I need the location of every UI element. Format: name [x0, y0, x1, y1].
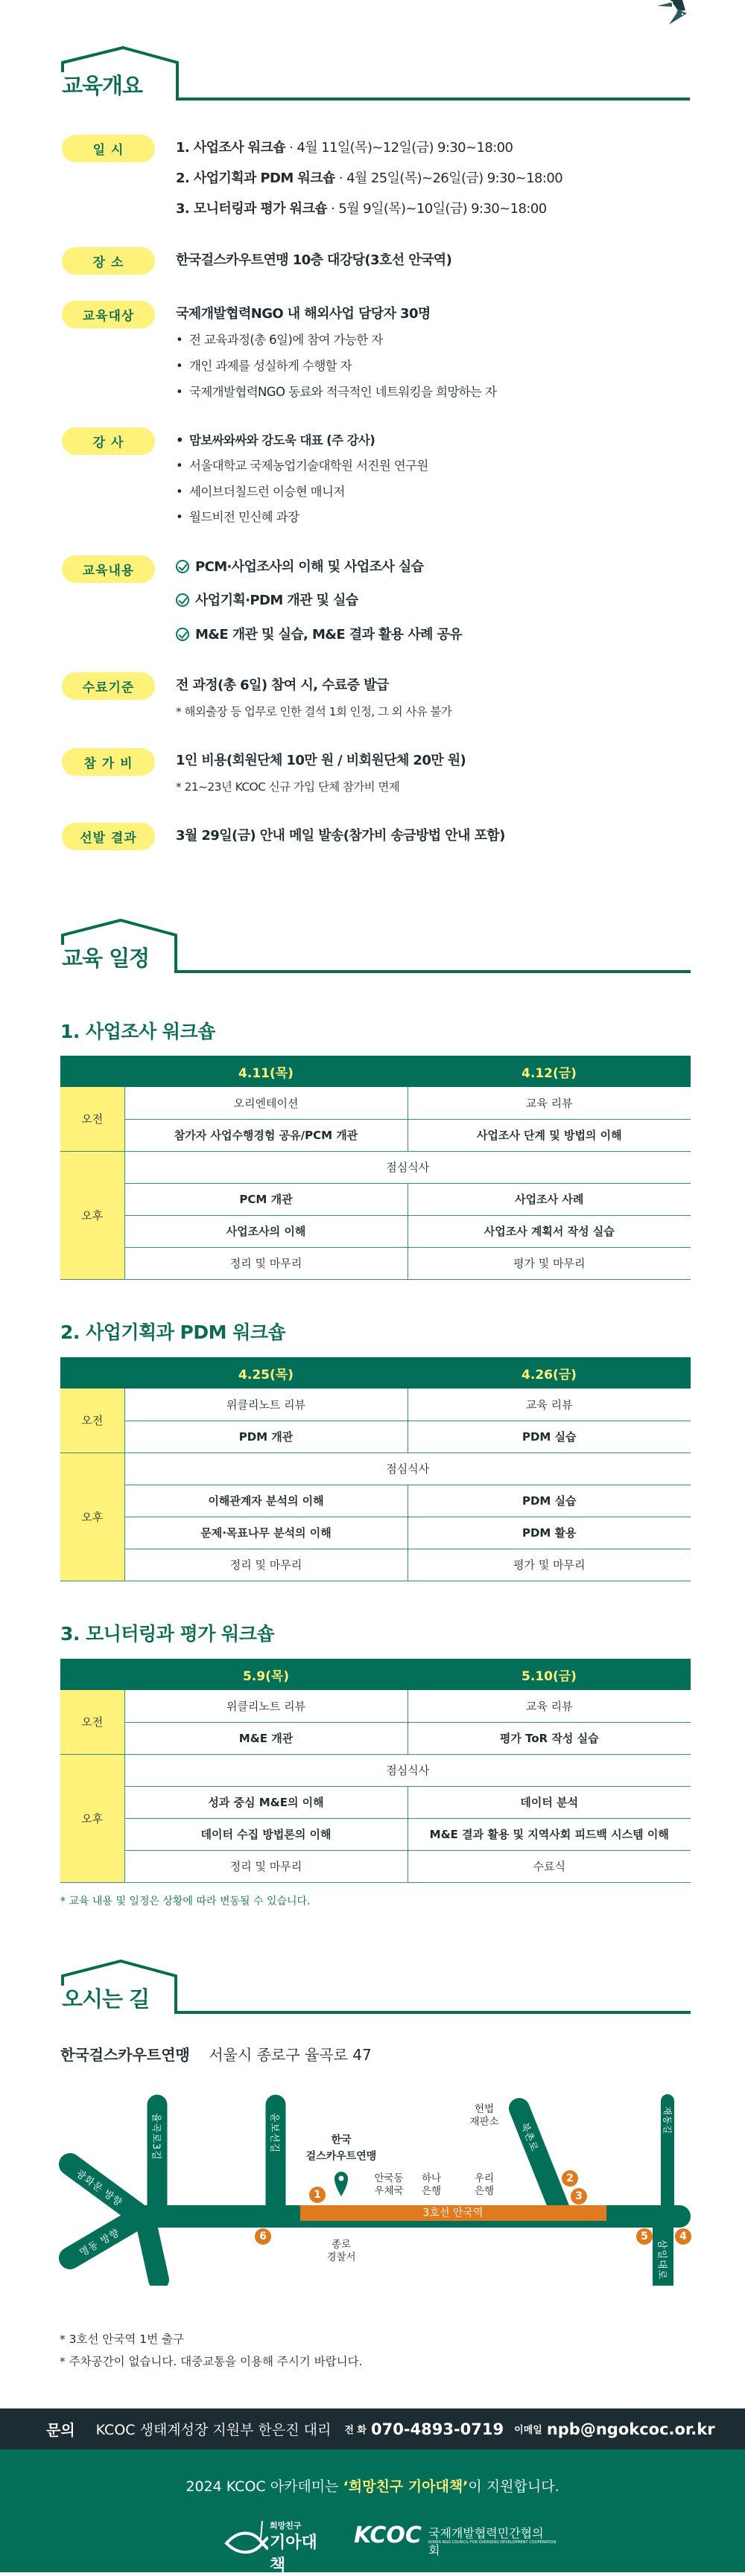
station-label: 3호선 안국역 — [422, 2207, 484, 2219]
email-link[interactable]: npb@ngokcoc.or.kr — [546, 2420, 715, 2438]
check-circle-icon — [176, 593, 189, 607]
road-label: 율곡로3길 — [150, 2113, 162, 2161]
contact-bar: 문의 KCOC 생태계성장 지원부 한은진 대리 전 화 070-4893-0719 이메일 npb@ngokcoc.or.kr — [0, 2408, 745, 2449]
table-row — [60, 1818, 691, 1850]
completion-note: * 해외출장 등 업무로 인한 결석 1회 인정, 그 외 사유 불가 — [176, 705, 452, 718]
table-header-row — [60, 1056, 691, 1087]
session-cell: 정리 및 마무리 — [124, 1247, 408, 1279]
period-label: 오후 — [60, 1453, 124, 1581]
location-pin-icon — [335, 2172, 348, 2196]
road-label: 명동 방향 — [77, 2227, 122, 2260]
road-label: 광화문 방향 — [73, 2168, 124, 2210]
table-row — [60, 1247, 691, 1279]
schedule-badge: 일 시 — [62, 135, 155, 162]
session-cell: 교육 리뷰 — [408, 1087, 691, 1119]
check-circle-icon — [176, 628, 189, 641]
table-row — [60, 1453, 691, 1485]
day-header: 4.12(금) — [408, 1056, 691, 1087]
table-header-row — [60, 1357, 691, 1389]
road-label: 윤보선길 — [268, 2112, 280, 2154]
session-cell: 이해관계자 분석의 이해 — [124, 1485, 408, 1517]
target-bullet: • 전 교육과정(총 6일)에 참여 가능한 자 — [176, 332, 383, 348]
table-row — [60, 1389, 691, 1421]
landmark-label: 종로 경찰서 — [326, 2239, 356, 2263]
session-cell: PCM 개관 — [124, 1183, 408, 1215]
directions-title: 오시는 길 — [62, 1986, 150, 2012]
period-label: 오전 — [60, 1087, 124, 1151]
session-cell: PDM 실습 — [408, 1485, 691, 1517]
address-line: 한국걸스카우트연맹 서울시 종로구 율곡로 47 — [60, 2046, 372, 2064]
day-header: 5.10(금) — [408, 1659, 691, 1690]
content-item: 사업기획·PDM 개관 및 실습 — [176, 593, 358, 609]
session-cell: PDM 실습 — [408, 1421, 691, 1453]
session-cell: 위클리노트 리뷰 — [124, 1389, 408, 1421]
road-label: 재동길 — [662, 2106, 673, 2135]
landmark-label: 우리 은행 — [474, 2172, 495, 2197]
session-cell: M&E 결과 활용 및 지역사회 피드백 시스템 이해 — [408, 1818, 691, 1850]
workshop-title: 1. 사업조사 워크숍 — [60, 1021, 215, 1042]
table-row — [60, 1215, 691, 1247]
session-cell: PDM 활용 — [408, 1517, 691, 1549]
table-row — [60, 1754, 691, 1786]
session-cell: 수료식 — [408, 1850, 691, 1882]
session-cell: 성과 중심 M&E의 이해 — [124, 1786, 408, 1818]
completion-value: 전 과정(총 6일) 참여 시, 수료증 발급 — [176, 678, 389, 693]
period-label: 오전 — [60, 1690, 124, 1754]
table-row — [60, 1786, 691, 1818]
exit-marker: 6 — [255, 2228, 271, 2245]
instructor-item: • 서울대학교 국제농업기술대학원 서진원 연구원 — [176, 458, 428, 474]
target-badge: 교육대상 — [62, 301, 155, 328]
landmark-label: 안국동 우체국 — [374, 2172, 404, 2197]
session-cell: 문제·목표나무 분석의 이해 — [124, 1517, 408, 1549]
period-label: 오전 — [60, 1389, 124, 1453]
schedule-note: * 교육 내용 및 일정은 상황에 따라 변동될 수 있습니다. — [60, 1896, 311, 1907]
schedule-title: 교육 일정 — [62, 946, 150, 971]
landmark-label: 하나 은행 — [421, 2172, 442, 2197]
bird-illustration-icon — [656, 0, 715, 30]
road-label: 북촌로 — [518, 2121, 540, 2154]
table-row — [60, 1690, 691, 1722]
fee-badge: 참 가 비 — [62, 748, 155, 776]
day-header: 4.26(금) — [408, 1357, 691, 1389]
day-header: 4.11(목) — [124, 1056, 408, 1087]
session-cell: 사업조사 사례 — [408, 1183, 691, 1215]
schedule-item: 3. 모니터링과 평가 워크숍 · 5월 9일(목)~10일(금) 9:30~18:00 — [176, 201, 547, 217]
lunch-cell: 점심식사 — [124, 1754, 691, 1786]
exit-marker: 3 — [571, 2188, 587, 2204]
table-row — [60, 1722, 691, 1754]
table-row — [60, 1183, 691, 1215]
direction-note: * 주차공간이 없습니다. 대중교통을 이용해 주시기 바랍니다. — [60, 2355, 363, 2368]
support-text: 2024 KCOC 아카데미는 ‘희망친구 기아대책’이 지원합니다. — [186, 2478, 559, 2495]
table-row — [60, 1517, 691, 1549]
day-header: 4.25(목) — [124, 1357, 408, 1389]
schedule-item: 1. 사업조사 워크숍 · 4월 11일(목)~12일(금) 9:30~18:00 — [176, 140, 513, 156]
phone-number[interactable]: 070-4893-0719 — [370, 2420, 504, 2438]
instructors-badge: 강 사 — [62, 427, 155, 455]
target-bullet: • 개인 과제를 성실하게 수행할 자 — [176, 358, 352, 374]
exit-marker: 2 — [562, 2170, 578, 2187]
target-label: 걸스카우트연맹 — [305, 2150, 377, 2163]
session-cell: 사업조사의 이해 — [124, 1215, 408, 1247]
session-cell: 평가 및 마무리 — [408, 1247, 691, 1279]
support-section — [0, 2449, 745, 2575]
table-row — [60, 1151, 691, 1183]
fee-value: 1인 비용(회원단체 10만 원 / 비회원단체 20만 원) — [176, 753, 466, 768]
road-label: 삼일대로 — [656, 2239, 668, 2280]
session-cell: 사업조사 계획서 작성 실습 — [408, 1215, 691, 1247]
table-row — [60, 1421, 691, 1453]
day-header: 5.9(목) — [124, 1659, 408, 1690]
map-roads — [0, 2085, 745, 2286]
workshop-title: 3. 모니터링과 평가 워크숍 — [60, 1623, 275, 1645]
kcoc-logo: KCOC 국제개발협력민간협의회 KOREA NGO COUNCIL FOR OVERSEAS DEVELOPMENT COOPERATION — [354, 2522, 557, 2557]
schedule-table — [60, 1056, 691, 1280]
table-row — [60, 1850, 691, 1882]
session-cell: PDM 개관 — [124, 1421, 408, 1453]
place-value: 한국걸스카우트연맹 10층 대강당(3호선 안국역) — [176, 252, 452, 268]
session-cell: 사업조사 단계 및 방법의 이해 — [408, 1119, 691, 1151]
session-cell: 교육 리뷰 — [408, 1690, 691, 1722]
target-value: 국제개발협력NGO 내 해외사업 담당자 30명 — [176, 306, 431, 322]
session-cell: 위클리노트 리뷰 — [124, 1690, 408, 1722]
fee-note: * 21~23년 KCOC 신규 가입 단체 참가비 면제 — [176, 780, 400, 794]
content-badge: 교육내용 — [62, 555, 155, 583]
session-cell: 데이터 분석 — [408, 1786, 691, 1818]
table-row — [60, 1549, 691, 1581]
table-row — [60, 1485, 691, 1517]
session-cell: 오리엔테이션 — [124, 1087, 408, 1119]
lunch-cell: 점심식사 — [124, 1453, 691, 1485]
instructor-item: • 월드비전 민신혜 과장 — [176, 509, 299, 526]
workshop-title: 2. 사업기획과 PDM 워크숍 — [60, 1322, 286, 1343]
content-item: PCM·사업조사의 이해 및 사업조사 실습 — [176, 559, 423, 576]
schedule-table — [60, 1357, 691, 1581]
selection-badge: 선발 결과 — [62, 823, 155, 850]
table-row — [60, 1119, 691, 1151]
exit-marker: 5 — [636, 2228, 653, 2245]
target-bullet: • 국제개발협력NGO 동료와 적극적인 네트워킹을 희망하는 자 — [176, 384, 496, 401]
overview-title: 교육개요 — [62, 73, 143, 98]
kfhi-logo: 희망친구 기아대책 — [224, 2518, 332, 2554]
session-cell: 참가자 사업수행경험 공유/PCM 개관 — [124, 1119, 408, 1151]
content-item: M&E 개관 및 실습, M&E 결과 활용 사례 공유 — [176, 627, 462, 643]
session-cell: 평가 ToR 작성 실습 — [408, 1722, 691, 1754]
session-cell: 정리 및 마무리 — [124, 1549, 408, 1581]
instructor-item: • 맘보싸와싸와 강도욱 대표 (주 강사) — [176, 433, 375, 449]
completion-badge: 수료기준 — [62, 672, 155, 700]
table-row — [60, 1087, 691, 1119]
period-label: 오후 — [60, 1151, 124, 1279]
target-label: 한국 — [331, 2134, 352, 2146]
schedule-table — [60, 1659, 691, 1883]
session-cell: 정리 및 마무리 — [124, 1850, 408, 1882]
session-cell: 교육 리뷰 — [408, 1389, 691, 1421]
map — [0, 2085, 745, 2286]
instructor-item: • 세이브더칠드런 이승현 매니저 — [176, 484, 345, 500]
place-badge: 장 소 — [62, 247, 155, 275]
check-circle-icon — [176, 560, 189, 573]
exit-marker: 1 — [309, 2187, 326, 2203]
period-label: 오후 — [60, 1754, 124, 1882]
session-cell: M&E 개관 — [124, 1722, 408, 1754]
landmark-label: 헌법 재판소 — [469, 2103, 499, 2128]
table-header-row — [60, 1659, 691, 1690]
direction-note: * 3호선 안국역 1번 출구 — [60, 2333, 184, 2346]
lunch-cell: 점심식사 — [124, 1151, 691, 1183]
schedule-item: 2. 사업기획과 PDM 워크숍 · 4월 25일(목)~26일(금) 9:30~18:00 — [176, 170, 563, 186]
session-cell: 데이터 수집 방법론의 이해 — [124, 1818, 408, 1850]
selection-value: 3월 29일(금) 안내 메일 발송(참가비 송금방법 안내 포함) — [176, 828, 505, 844]
session-cell: 평가 및 마무리 — [408, 1549, 691, 1581]
exit-marker: 4 — [675, 2228, 691, 2245]
